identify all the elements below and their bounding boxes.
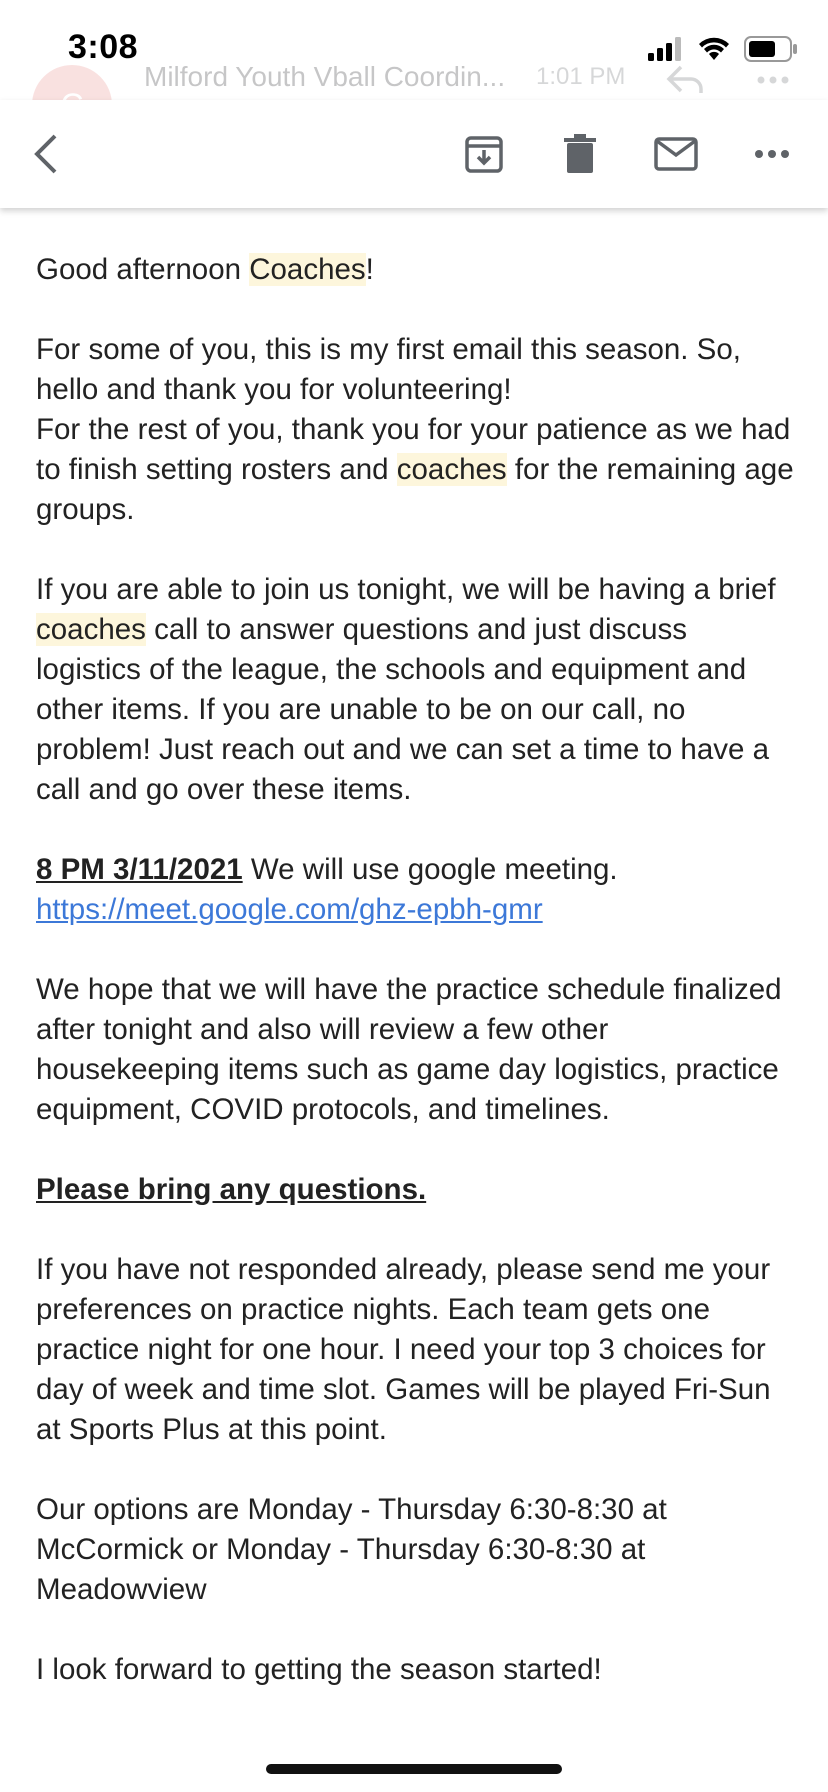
meeting-time: 8 PM 3/11/2021: [36, 853, 243, 886]
paragraph-options: Our options are Monday - Thursday 6:30-8:30 at McCormick or Monday - Thursday 6:30-8:30 at Meadowview: [36, 1493, 667, 1606]
trash-icon: [563, 134, 597, 174]
cellular-signal-icon: [648, 37, 684, 61]
meeting-text: We will use google meeting.: [242, 853, 618, 886]
paragraph-call: [36, 570, 796, 810]
intro-line-2-end: for the remaining age groups.: [36, 453, 794, 526]
back-icon: [29, 132, 63, 176]
message-toolbar: [0, 100, 828, 208]
paragraph-intro: [36, 330, 796, 530]
paragraph-questions: [36, 1170, 796, 1210]
status-icons: [648, 36, 798, 62]
mail-icon: [654, 137, 698, 171]
meeting-link[interactable]: https://meet.google.com/ghz-epbh-gmr: [36, 893, 543, 926]
greeting-text: Good afternoon: [36, 253, 250, 286]
greeting-punct: !: [365, 253, 374, 286]
search-highlight: Coaches: [249, 253, 366, 286]
mark-unread-button[interactable]: [650, 128, 702, 180]
sender-time: 1:01 PM: [536, 63, 626, 90]
paragraph-meeting: [36, 850, 796, 930]
status-time: 3:08: [68, 28, 139, 66]
archive-icon: [464, 134, 504, 174]
intro-line-2: For the rest of you, thank you for your patience as we had to finish setting rosters and: [36, 413, 791, 486]
status-bar: [0, 0, 828, 100]
delete-button[interactable]: [554, 128, 606, 180]
paragraph-preferences: If you have not responded already, please send me your preferences on practice nights. Each team gets one practice night for one hour. I need your top 3 choices for day of week and time slot. Games will be played Fri-Sun at Sports Plus at this point.: [36, 1253, 771, 1446]
call-text: If you are able to join us tonight, we will be having a brief: [36, 573, 776, 606]
paragraph-closing: I look forward to getting the season started!: [36, 1653, 602, 1686]
paragraph-schedule: We hope that we will have the practice schedule finalized after tonight and also will review a few other housekeeping items such as game day logistics, practice equipment, COVID protocols, and timelines.: [36, 973, 782, 1126]
wifi-icon: [698, 37, 730, 61]
battery-icon: [744, 36, 798, 62]
back-button[interactable]: [20, 128, 72, 180]
archive-button[interactable]: [458, 128, 510, 180]
search-highlight: coaches: [36, 613, 146, 646]
more-icon: [754, 149, 790, 159]
greeting: [36, 250, 796, 290]
email-body: [36, 250, 796, 1730]
questions-note: Please bring any questions.: [36, 1173, 427, 1206]
sender-name[interactable]: Milford Youth Vball Coordin...: [144, 61, 506, 92]
intro-line-1: For some of you, this is my first email this season. So, hello and thank you for volunteering!: [36, 333, 741, 406]
home-indicator[interactable]: [266, 1764, 562, 1774]
search-highlight: coaches: [396, 453, 507, 486]
more-options-button[interactable]: [746, 128, 798, 180]
call-text-end: call to answer questions and just discuss logistics of the league, the schools and equipment and other items. If you are unable to be on our call, no problem! Just reach out and we can set a time to have a call and go over these items.: [36, 613, 769, 806]
